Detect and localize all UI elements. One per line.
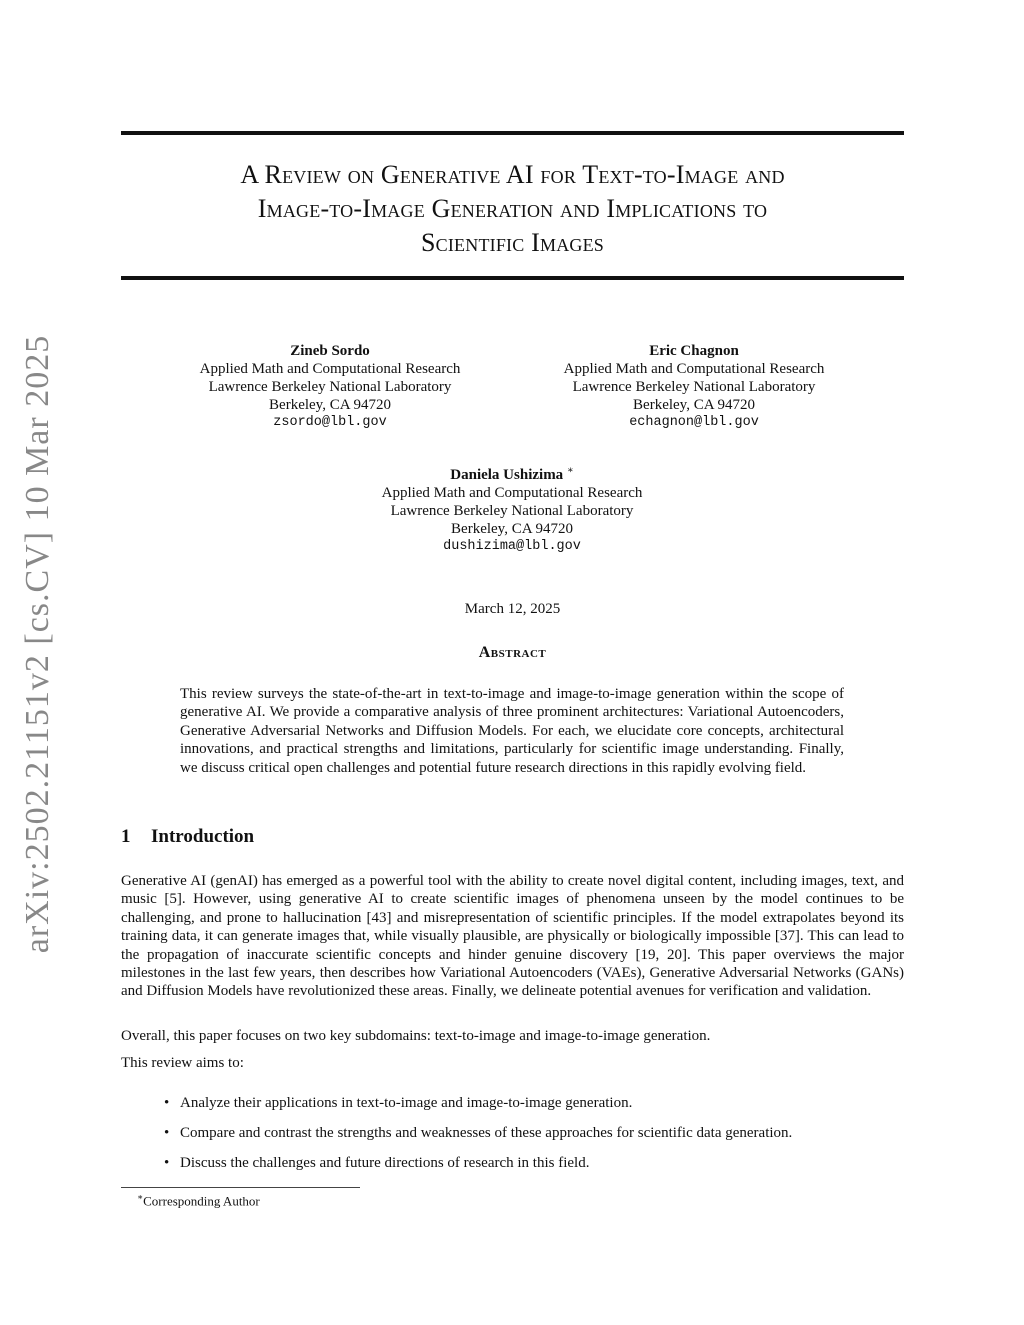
title-line-3: Scientific Images bbox=[420, 228, 605, 257]
author-location: Berkeley, CA 94720 bbox=[451, 521, 573, 537]
footnote-rule bbox=[121, 1187, 360, 1188]
author-email[interactable]: dushizima@lbl.gov bbox=[443, 539, 581, 554]
author-name: Zineb Sordo bbox=[290, 343, 370, 359]
author-location: Berkeley, CA 94720 bbox=[269, 397, 391, 413]
author-dept: Applied Math and Computational Research bbox=[199, 361, 461, 377]
arxiv-identifier-container bbox=[18, 334, 58, 954]
abstract-heading: Abstract bbox=[478, 644, 547, 661]
abstract-text: This review surveys the state-of-the-art in text-to-image and image-to-image generation within the scope of generative AI. We provide a comparative analysis of three prominent architectures: Variational Autoencoders, Generative Adversarial Networks and Diffusion Models. For each, we elucidate core concepts, architectural innovations, and practical strengths and limitations, particularly for scientific image understanding. Finally, we discuss critical open challenges and potential future research directions in this rapidly evolving field. bbox=[180, 686, 844, 776]
section-title: Introduction bbox=[151, 826, 255, 847]
bullet-icon: • bbox=[164, 1095, 170, 1111]
list-item bbox=[162, 1124, 904, 1142]
author-name-line bbox=[352, 462, 672, 484]
author-email[interactable]: echagnon@lbl.gov bbox=[629, 415, 759, 430]
title-line-2: Image-to-Image Generation and Implications to bbox=[257, 194, 768, 223]
author-block-chagnon bbox=[534, 342, 854, 432]
intro-paragraph-3: This review aims to: bbox=[121, 1055, 244, 1071]
author-dept: Applied Math and Computational Research bbox=[563, 361, 825, 377]
paper-date: March 12, 2025 bbox=[464, 601, 561, 617]
author-email[interactable]: zsordo@lbl.gov bbox=[273, 415, 387, 430]
corresponding-author-marker[interactable]: ∗ bbox=[566, 465, 574, 476]
author-location: Berkeley, CA 94720 bbox=[633, 397, 755, 413]
intro-paragraph-2: Overall, this paper focuses on two key subdomains: text-to-image and image-to-image generation. bbox=[121, 1028, 711, 1044]
arxiv-identifier: arXiv:2502.21151v2 [cs.CV] 10 Mar 2025 bbox=[19, 334, 56, 954]
list-item bbox=[162, 1154, 904, 1172]
bullet-icon: • bbox=[164, 1125, 170, 1141]
list-item-text: Analyze their applications in text-to-image and image-to-image generation. bbox=[180, 1095, 633, 1111]
list-item-text: Compare and contrast the strengths and weaknesses of these approaches for scientific data generation. bbox=[180, 1125, 793, 1141]
author-name: Eric Chagnon bbox=[649, 343, 739, 359]
footnote-text: Corresponding Author bbox=[143, 1193, 260, 1209]
footnote bbox=[137, 1192, 260, 1209]
list-item bbox=[162, 1094, 904, 1112]
author-dept: Applied Math and Computational Research bbox=[381, 485, 643, 501]
list-item-text: Discuss the challenges and future directions of research in this field. bbox=[180, 1155, 590, 1171]
bullet-icon: • bbox=[164, 1155, 170, 1171]
aims-list bbox=[162, 1094, 904, 1184]
author-block-ushizima bbox=[352, 462, 672, 556]
paper-title bbox=[121, 158, 904, 260]
title-bottom-rule bbox=[121, 276, 904, 280]
title-top-rule bbox=[121, 131, 904, 135]
section-number: 1 bbox=[121, 826, 131, 847]
author-block-sordo bbox=[170, 342, 490, 432]
section-heading bbox=[121, 826, 254, 848]
author-lab: Lawrence Berkeley National Laboratory bbox=[208, 379, 452, 395]
author-name: Daniela Ushizima bbox=[450, 467, 564, 483]
intro-paragraph-1: Generative AI (genAI) has emerged as a powerful tool with the ability to create novel digital content, including images, text, and music [5]. However, using generative AI to create scientific images of phenomena unseen by the model continues to be challenging, and prone to hallucination [43] and misrepresentation of scientific principles. If the model extrapolates beyond its training data, it can generate images that, while visually plausible, are physically or biologically impossible [37]. This can lead to the propagation of inaccurate scientific concepts and hinder genuine discovery [19, 20]. This paper overviews the major milestones in the last few years, then describes how Variational Autoencoders (VAEs), Generative Adversarial Networks (GANs) and Diffusion Models have revolutionized these areas. Finally, we delineate potential avenues for verification and validation. bbox=[121, 873, 904, 1000]
author-lab: Lawrence Berkeley National Laboratory bbox=[572, 379, 816, 395]
footnote-marker: ∗ bbox=[137, 1192, 144, 1202]
author-lab: Lawrence Berkeley National Laboratory bbox=[390, 503, 634, 519]
title-line-1: A Review on Generative AI for Text-to-Image and bbox=[240, 160, 785, 189]
